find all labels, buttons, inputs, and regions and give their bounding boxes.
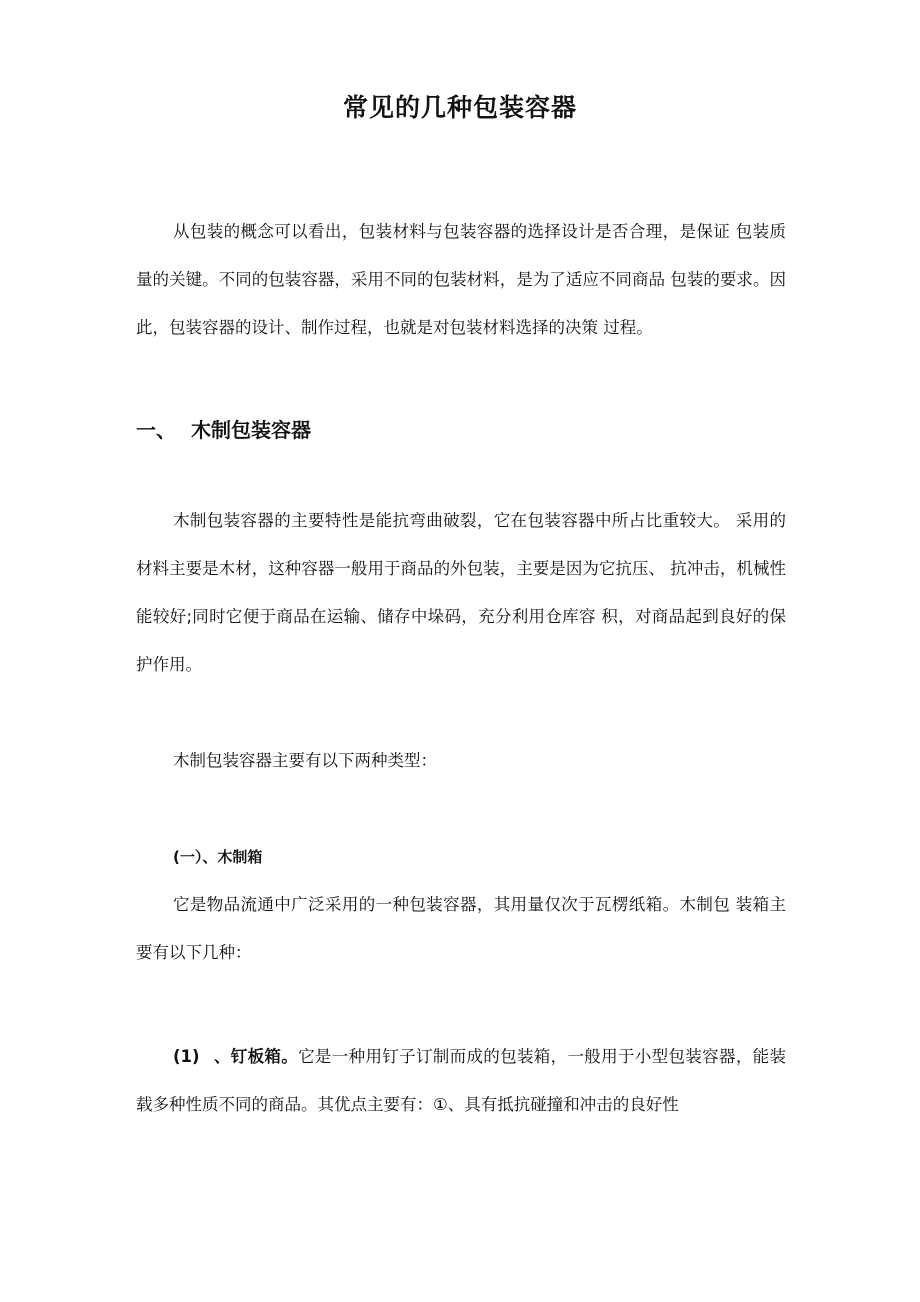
section-title: 木制包装容器 <box>191 418 311 442</box>
section-number: 一、 <box>136 418 176 442</box>
section-paragraph: 木制包装容器的主要特性是能抗弯曲破裂，它在包装容器中所占比重较大。 采用的材料主要是木材，这种容器一般用于商品的外包装，主要是因为它抗压、 抗冲击，机械性能较好;同时它便于商品在运输、储存中垛码，充分利用仓库容 积，对商品起到良好的保护作用。 <box>136 511 786 674</box>
section-heading <box>136 414 786 443</box>
subsection-paragraph: 它是物品流通中广泛采用的一种包装容器，其用量仅次于瓦楞纸箱。木制包 装箱主要有以下几种： <box>136 895 786 962</box>
list-item-lead: 、钉板箱。 <box>213 1047 299 1066</box>
list-item-paragraph <box>136 1033 786 1129</box>
list-item-text: 它是一种用钉子订制而成的包装箱，一般用于小型包装容器，能装载多种性质不同的商品。其优点主要有：①、具有抵抗碰撞和冲击的良好性 <box>136 1047 786 1114</box>
subsection-heading: (一）、木制箱 <box>173 848 263 866</box>
page-title: 常见的几种包装容器 <box>342 93 577 122</box>
types-intro-paragraph: 木制包装容器主要有以下两种类型： <box>173 751 437 770</box>
list-item-number: (1) <box>173 1047 200 1066</box>
intro-paragraph: 从包装的概念可以看出，包装材料与包装容器的选择设计是否合理，是保证 包装质量的关键。不同的包装容器，采用不同的包装材料，是为了适应不同商品 包装的要求。因此，包装容器的设计、制作过程，也就是对包装材料选择的决策 过程。 <box>136 222 786 337</box>
